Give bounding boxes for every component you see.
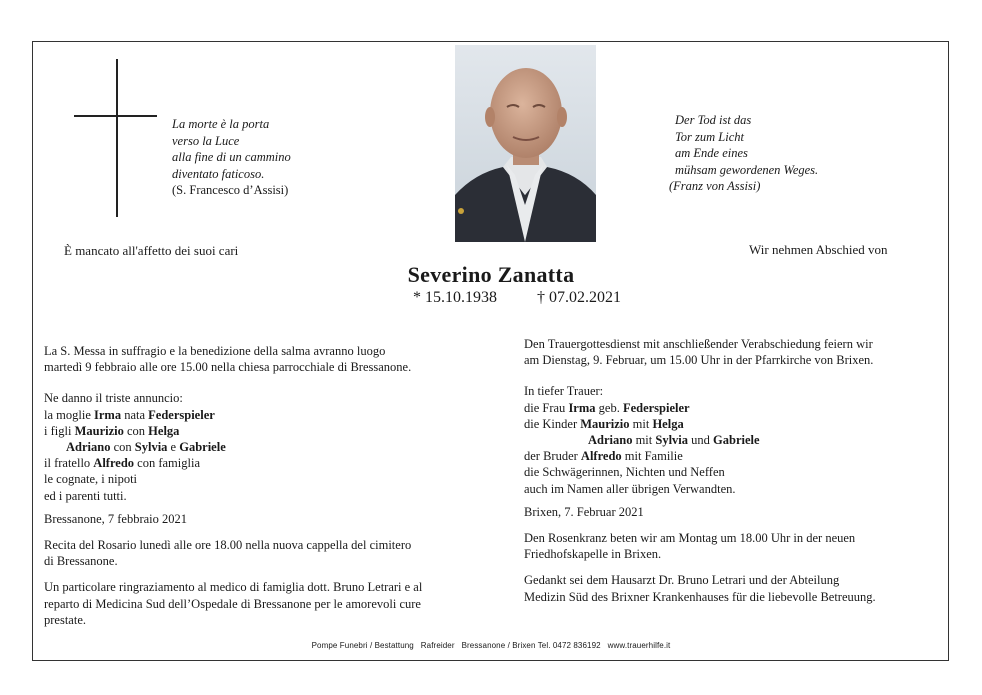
rosary-info: Recita del Rosario lunedì alle ore 18.00 nella nuova cappella del cimitero di Bressanone.: [44, 538, 412, 569]
intro-german: Wir nehmen Abschied von: [749, 242, 888, 257]
quote-italian: [172, 116, 291, 199]
death-date: † 07.02.2021: [537, 289, 621, 306]
quote-line: diventato faticoso.: [172, 166, 265, 181]
deceased-name: Severino Zanatta: [407, 262, 575, 287]
quote-line: Tor zum Licht: [675, 129, 745, 144]
thanks-text: Un particolare ringraziamento al medico di famiglia dott. Bruno Letrari e al reparto di Medicina Sud dell’Ospedale di Bressanone per le amorevoli cure prestate.: [44, 580, 423, 627]
place-date: Bressanone, 7 febbraio 2021: [44, 511, 188, 526]
mourners-list: Ne danno il triste annuncio: la moglie Irma nata Federspieler i figli Maurizio con Helga Adriano con Sylvia e Gabriele il fratello Alfredo con famiglia le cognate, i nipoti ed i parenti tutti.: [44, 391, 226, 503]
italian-column: [44, 343, 484, 628]
portrait-image: [455, 45, 596, 242]
intro-italian: È mancato all'affetto dei suoi cari: [64, 243, 239, 258]
place-date: Brixen, 7. Februar 2021: [524, 504, 644, 519]
portrait-photo: [455, 45, 596, 242]
rosary-info: Den Rosenkranz beten wir am Montag um 18.00 Uhr in der neuen Friedhofskapelle in Brixen.: [524, 531, 856, 562]
mourners-list: In tiefer Trauer: die Frau Irma geb. Federspieler die Kinder Maurizio mit Helga Adriano mit Sylvia und Gabriele der Bruder Alfredo mit Familie die Schwägerinnen, Nichten und Neffen auch im Namen aller übrigen Verwandten.: [524, 384, 760, 496]
funeral-home-footer: Pompe Funebri / Bestattung Rafreider Bressanone / Brixen Tel. 0472 836192 www.trauerhilfe.it: [311, 641, 671, 650]
cross-icon-bar: [74, 115, 157, 117]
quote-line: mühsam gewordenen Weges.: [675, 162, 819, 177]
quote-source: (Franz von Assisi): [669, 179, 761, 193]
thanks-text: Gedankt sei dem Hausarzt Dr. Bruno Letrari und der Abteilung Medizin Süd des Brixner Krankenhauses für die liebevolle Betreuung.: [524, 573, 876, 604]
quote-line: Der Tod ist das: [675, 113, 752, 127]
mass-info: Den Trauergottesdienst mit anschließender Verabschiedung feiern wir am Dienstag, 9. Februar, um 15.00 Uhr in der Pfarrkirche von Brixen.: [524, 337, 874, 368]
mass-info: La S. Messa in suffragio e la benedizione della salma avranno luogo martedì 9 febbraio alle ore 15.00 nella chiesa parrocchiale di Bressanone.: [44, 344, 412, 375]
quote-line: verso la Luce: [172, 133, 240, 148]
quote-source: (S. Francesco d’Assisi): [172, 183, 289, 197]
quote-line: alla fine di un cammino: [172, 150, 291, 164]
quote-line: La morte è la porta: [172, 117, 270, 131]
birth-date: * 15.10.1938: [413, 289, 497, 306]
quote-german: [669, 112, 819, 195]
cross-icon: [116, 59, 118, 217]
german-column: [524, 336, 939, 605]
quote-line: am Ende eines: [675, 146, 748, 160]
